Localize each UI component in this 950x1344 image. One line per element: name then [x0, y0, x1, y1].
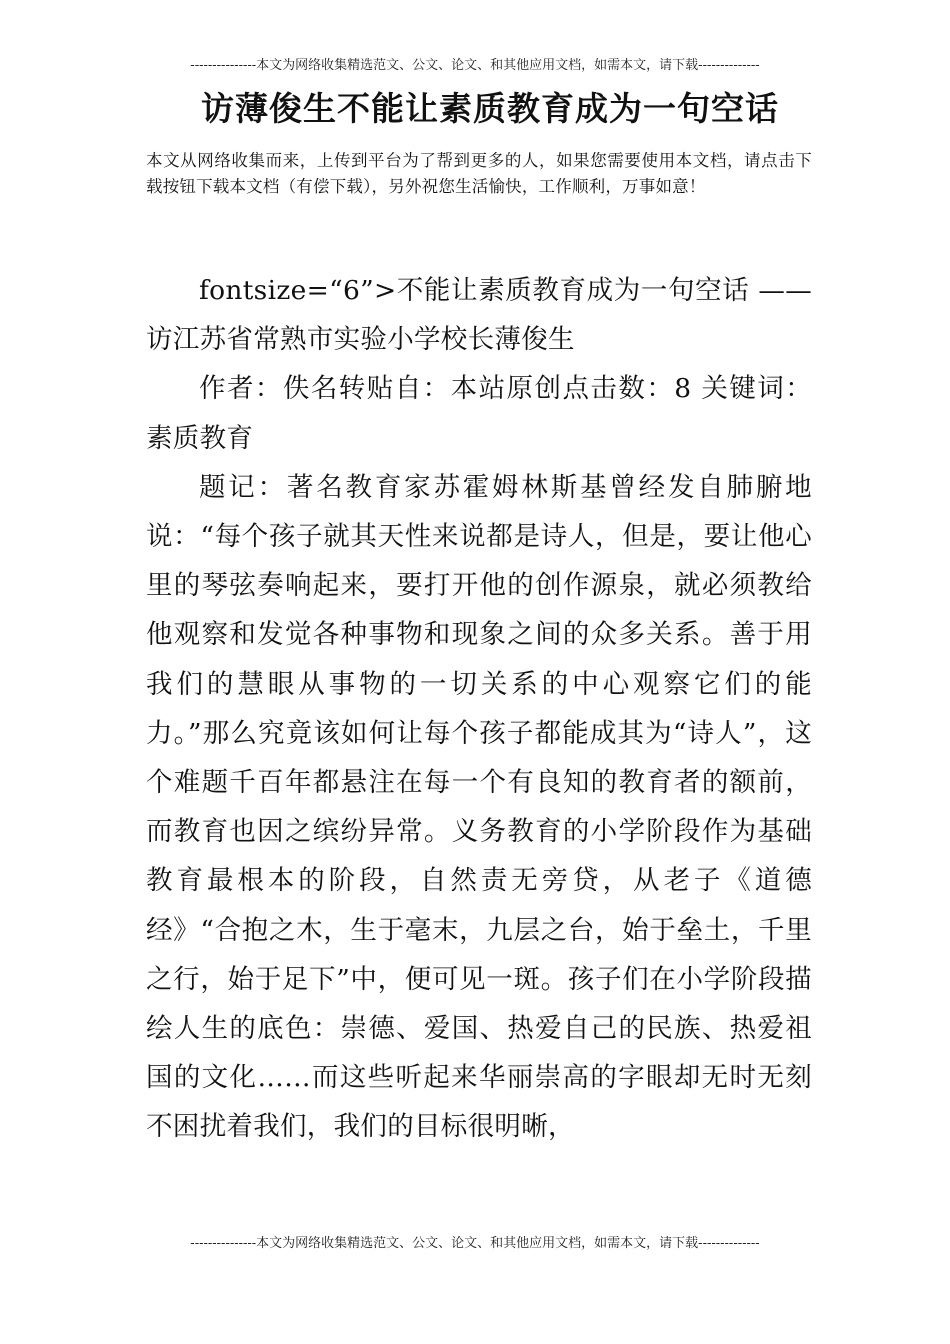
document-title: 访薄俊生不能让素质教育成为一句空话	[201, 89, 779, 128]
article-body-paragraph: 题记：著名教育家苏霍姆林斯基曾经发自肺腑地说：“每个孩子就其天性来说都是诗人，但是，要让他心里的琴弦奏响起来，要打开他的创作源泉，就必须教给他观察和发觉各种事物和现象之间的众多关系。善于用我们的慧眼从事物的一切关系的中心观察它们的能力。”那么究竟该如何让每个孩子都能成其为“诗人”，这个难题千百年都悬注在每一个有良知的教育者的额前，而教育也因之缤纷异常。义务教育的小学阶段作为基础教育最根本的阶段，自然责无旁贷，从老子《道德经》“合抱之木，生于毫末，九层之台，始于垒土，千里之行，始于足下”中，便可见一斑。孩子们在小学阶段描绘人生的底色：崇德、爱国、热爱自己的民族、热爱祖国的文化……而这些听起来华丽崇高的字眼却无时无刻不困扰着我们，我们的目标很明晰，	[146, 471, 812, 1143]
article-body	[146, 266, 812, 1152]
article-meta-paragraph: 作者：佚名转贴自：本站原创点击数：8 关键词：素质教育	[146, 373, 812, 454]
page-header-banner: ---------------本文为网络收集精选范文、公文、论文、和其他应用文档，如需本文，请下载--------------	[190, 58, 760, 73]
intro-note: 本文从网络收集而来，上传到平台为了帮到更多的人，如果您需要使用本文档，请点击下载按钮下载本文档（有偿下载），另外祝您生活愉快，工作顺利，万事如意！	[146, 151, 812, 196]
article-headline-paragraph: fontsize=“6”>不能让素质教育成为一句空话 ——访江苏省常熟市实验小学校长薄俊生	[146, 275, 812, 356]
page-footer-banner: ---------------本文为网络收集精选范文、公文、论文、和其他应用文档，如需本文，请下载--------------	[190, 1236, 760, 1251]
